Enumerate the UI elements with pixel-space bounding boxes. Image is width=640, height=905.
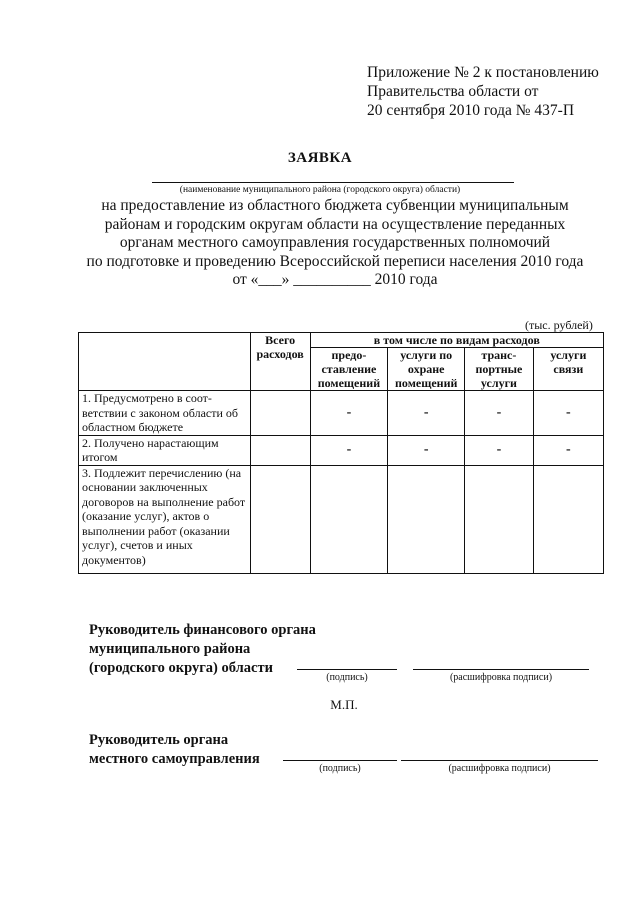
header-empty-cell (79, 333, 251, 391)
row-value (533, 465, 603, 573)
purpose-line-1: на предоставление из областного бюджета субвенции муниципальным (101, 197, 569, 214)
row-total (250, 465, 310, 573)
appendix-line-2: Правительства области от (367, 83, 539, 100)
finance-head-label (89, 621, 316, 678)
units-label: (тыс. рублей) (525, 318, 593, 332)
header-col-premises: предо-ставление помещений (310, 348, 388, 391)
row-value: - (310, 435, 388, 465)
row-value: - (533, 391, 603, 436)
table-header-row (79, 333, 604, 348)
finance-signature-caption: (подпись) (326, 672, 368, 683)
appendix-line-1: Приложение № 2 к постановлению (367, 64, 599, 81)
header-col-transport: транс-портные услуги (465, 348, 534, 391)
local-label-line-2: местного самоуправления (89, 751, 260, 767)
local-label-line-1: Руководитель органа (89, 732, 229, 748)
local-decode-caption: (расшифровка подписи) (448, 763, 551, 774)
local-signature-line (283, 760, 397, 761)
purpose-line-4: по подготовке и проведению Всероссийской переписи населения 2010 года (86, 252, 584, 270)
request-purpose (80, 197, 590, 290)
row-value (465, 465, 534, 573)
stamp-place: М.П. (330, 697, 358, 712)
table-row (79, 391, 604, 436)
row-value: - (465, 435, 534, 465)
finance-label-line-3: (городского округа) области (89, 660, 273, 676)
local-signature-caption: (подпись) (319, 763, 361, 774)
purpose-line-3: органам местного самоуправления государственных полномочий (119, 234, 551, 252)
municipality-name-line (152, 182, 514, 183)
table-row (79, 435, 604, 465)
header-group: в том числе по видам расходов (310, 333, 603, 348)
row-label: 1. Предусмотрено в соот-ветствии с законом области об областном бюджете (79, 391, 251, 436)
row-total (250, 435, 310, 465)
appendix-reference (367, 63, 599, 120)
row-value (388, 465, 465, 573)
row-value: - (388, 435, 465, 465)
finance-label-line-1: Руководитель финансового органа (89, 622, 316, 638)
table-row (79, 465, 604, 573)
row-value: - (465, 391, 534, 436)
header-col-security: услуги по охране помещений (388, 348, 465, 391)
appendix-line-3: 20 сентября 2010 года № 437-П (367, 102, 575, 119)
document-title: ЗАЯВКА (287, 150, 353, 166)
local-decode-line (401, 760, 598, 761)
header-col-communication: услуги связи (533, 348, 603, 391)
row-label: 2. Получено нарастающим итогом (79, 435, 251, 465)
finance-label-line-2: муниципального района (89, 641, 251, 657)
row-label: 3. Подлежит перечислению (на основании заключенных договоров на выполнение работ (оказание услуг), актов о выполнении работ (оказании услуг), счетов и иных документов) (79, 465, 251, 573)
finance-signature-line (297, 669, 397, 670)
row-value: - (310, 391, 388, 436)
purpose-line-2: районам и городским округам области на осуществление переданных (104, 215, 566, 233)
row-value: - (388, 391, 465, 436)
row-value: - (533, 435, 603, 465)
purpose-date-line: от «___» __________ 2010 года (232, 271, 438, 289)
row-total (250, 391, 310, 436)
finance-decode-line (413, 669, 589, 670)
finance-decode-caption: (расшифровка подписи) (449, 672, 553, 683)
header-total: Всего расходов (250, 333, 310, 391)
expenses-table (78, 332, 604, 574)
local-head-label (89, 731, 260, 769)
municipality-name-caption: (наименование муниципального района (городского округа) области) (179, 185, 461, 195)
row-value (310, 465, 388, 573)
